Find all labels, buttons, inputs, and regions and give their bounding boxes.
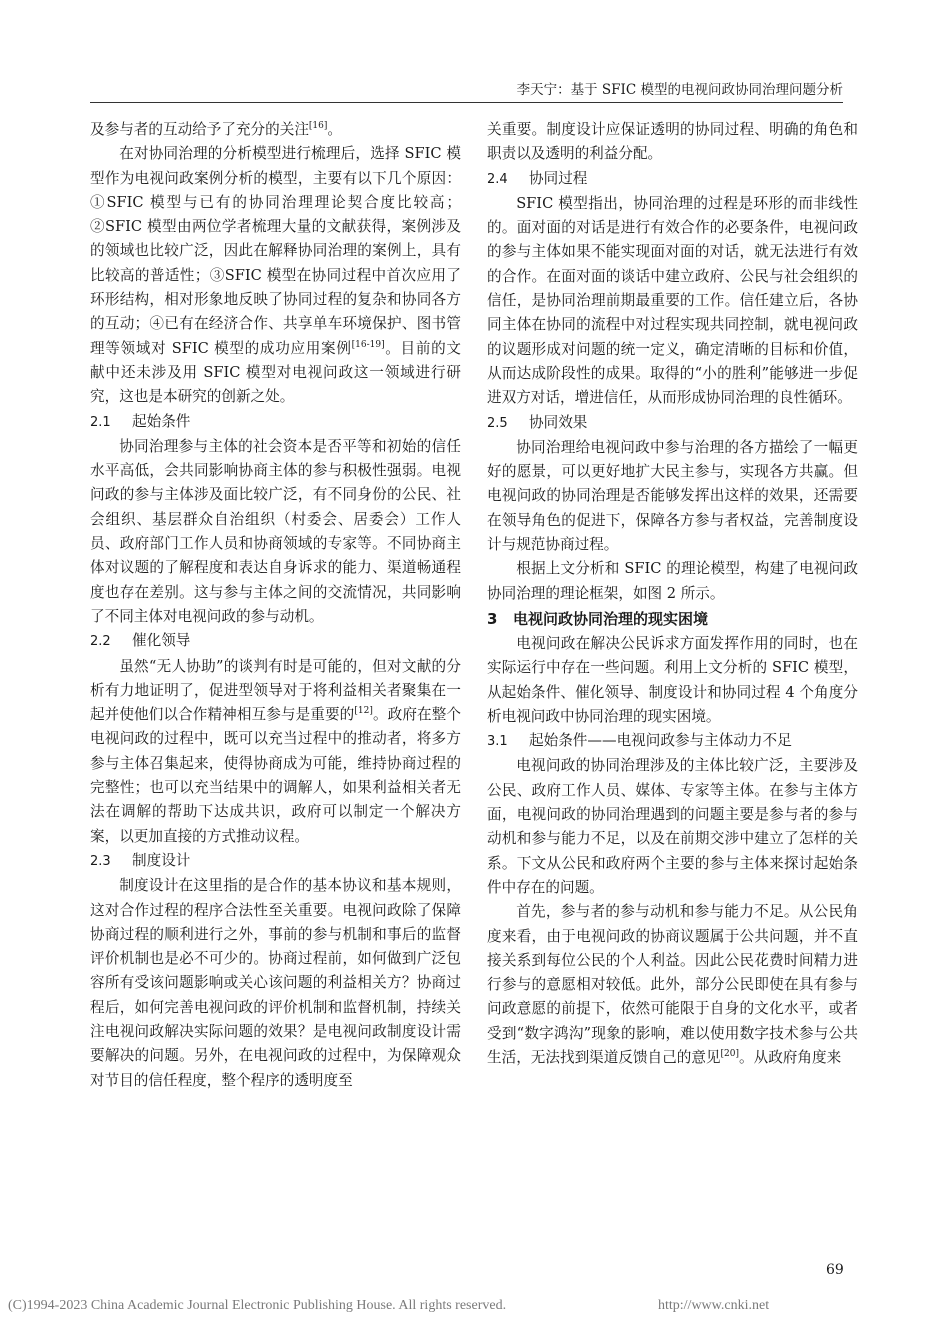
section-heading-2-4: 2.4 协同过程 [487,169,588,187]
website-link[interactable]: http://www.cnki.net [658,1298,770,1313]
paragraph: 电视问政的协同治理涉及的主体比较广泛，主要涉及公民、政府工作人员、媒体、专家等主体。在参与主体方面，电视问政的协同治理遇到的问题主要是参与者的参与动机和参与能力不足，以及在前期交涉中建立了怎样的关系。下文从公民和政府两个主要的参与主体来探讨起始条件中存在的问题。 [487,757,858,896]
section-heading-2-5: 2.5 协同效果 [487,413,588,431]
paragraph: 根据上文分析和 SFIC 的理论模型，构建了电视问政协同治理的理论框架，如图 2 所示。 [487,560,858,602]
page-number: 69 [826,1262,844,1278]
section-heading-2-2: 2.2 催化领导 [90,632,191,650]
citation: [16] [308,121,328,132]
paragraph: 电视问政在解决公民诉求方面发挥作用的同时，也在实际运行中存在一些问题。利用上文分析的 SFIC 模型，从起始条件、催化领导、制度设计和协同过程 4 个角度分析电视问政中协同治理的现实困境。 [487,634,858,725]
paragraph: 在对协同治理的分析模型进行梳理后，选择 SFIC 模型作为电视问政案例分析的模型，主要有以下几个原因：①SFIC 模型与已有的协同治理理论契合度比较高；②SFIC 模型由两位学者梳理大量的文献获得，案例涉及的领域也比较广泛，因此在解释协同治理的案例上，具有比较高的普适性；③SFIC 模型在协同过程中首次应用了环形结构，相对形象地反映了协同过程的复杂和协同各方的互动；④已有在经济合作、共享单车环境保护、图书管理等领域对 SFIC 模型的成功应用案例[16-19]。目前的文献中还未涉及用 SFIC 模型对电视问政这一领域进行研究，这也是本研究的创新之处。 [90,145,461,406]
paragraph: 及参与者的互动给予了充分的关注[16]。 [90,121,343,138]
paragraph: 协同治理给电视问政中参与治理的各方描绘了一幅更好的愿景，可以更好地扩大民主参与，实现各方共赢。但电视问政的协同治理是否能够发挥出这样的效果，还需要在领导角色的促进下，保障各方参与者权益，完善制度设计与规范协商过程。 [487,438,858,554]
paragraph: 制度设计在这里指的是合作的基本协议和基本规则，这对合作过程的程序合法性至关重要。电视问政除了保障协商过程的顺利进行之外，事前的参与机制和事后的监督评价机制也是必不可少的。协商过程前，如何做到广泛包容所有受该问题影响或关心该问题的利益相关方？协商过程后，如何完善电视问政的评价机制和监督机制，持续关注电视问政解决实际问题的效果？是电视问政制度设计需要解决的问题。另外，在电视问政的过程中，为保障观众对节目的信任程度，整个程序的透明度至 [90,877,461,1089]
running-title: 李天宁：基于 SFIC 模型的电视问政协同治理问题分析 [516,82,843,98]
paragraph: 虽然“无人协助”的谈判有时是可能的，但对文献的分析有力地证明了，促进型领导对于将利益相关者聚集在一起并使他们以合作精神相互参与是重要的[12]。政府在整个电视问政的过程中，既可以充当过程中的推动者，将多方参与主体召集起来，使得协商成为可能，维持协商过程的完整性；也可以充当结果中的调解人，如果利益相关者无法在调解的帮助下达成共识，政府可以制定一个解决方案，以更加直接的方式推动议程。 [90,657,461,845]
right-column [487,118,858,1070]
copyright-notice [8,1298,770,1314]
citation: [20] [720,1049,739,1060]
section-heading-3-1: 3.1 起始条件——电视问政参与主体动力不足 [487,732,792,750]
copyright-text: (C)1994-2023 China Academic Journal Electronic Publishing House. All rights reserved. [8,1298,507,1313]
paragraph: 首先，参与者的参与动机和参与能力不足。从公民角度来看，由于电视问政的协商议题属于公共问题，并不直接关系到每位公民的个人利益。因此公民花费时间精力进行参与的意愿相对较低。此外，部分公民即使在具有参与问政意愿的前提下，依然可能限于自身的文化水平，或者受到“数字鸿沟”现象的影响，难以使用数字技术参与公共生活，无法找到渠道反馈自己的意见[20]。从政府角度来 [487,903,858,1066]
left-column [90,118,461,1093]
citation: [16-19] [351,339,385,350]
paragraph: SFIC 模型指出，协同治理的过程是环形的而非线性的。面对面的对话是进行有效合作的必要条件，电视问政的参与主体如果不能实现面对面的对话，就无法进行有效的合作。在面对面的谈话中建立政府、公民与社会组织的信任，是协同治理前期最重要的工作。信任建立后，各协同主体在协同的流程中对过程实现共同控制，就电视问政的议题形成对问题的统一定义，确定清晰的目标和价值，从而达成阶段性的成果。取得的“小的胜利”能够进一步促进双方对话，增进信任，从而形成协同治理的良性循环。 [487,194,858,407]
citation: [12] [354,706,373,717]
section-heading-2-1: 2.1 起始条件 [90,412,191,430]
paragraph: 协同治理参与主体的社会资本是否平等和初始的信任水平高低，会共同影响协商主体的参与积极性强弱。电视问政的参与主体涉及面比较广泛，有不同身份的公民、社会组织、基层群众自治组织（村委会、居委会）工作人员、政府部门工作人员和协商领域的专家等。不同协商主体对议题的了解程度和表达自身诉求的能力、渠道畅通程度也存在差别。这与参与主体之间的交流情况，共同影响了不同主体对电视问政的参与动机。 [90,437,461,625]
paragraph: 关重要。制度设计应保证透明的协同过程、明确的角色和职责以及透明的利益分配。 [487,121,858,163]
section-heading-3: 3 电视问政协同治理的现实困境 [487,609,709,628]
running-header [90,80,843,103]
section-heading-2-3: 2.3 制度设计 [90,851,191,869]
